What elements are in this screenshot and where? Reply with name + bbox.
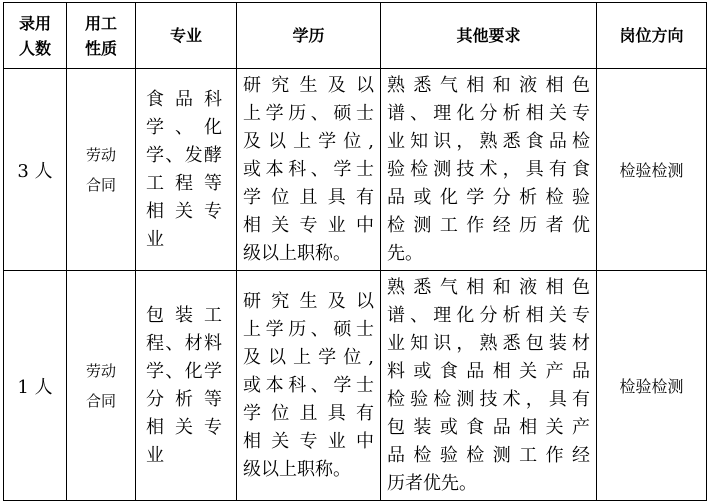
requirements-line: 包装或食品相关产 (387, 416, 590, 438)
table-row (4, 69, 707, 271)
requirements-line: 品检验检测工作经 (387, 444, 590, 466)
major-line: 相 关 专 (146, 200, 222, 222)
requirements-line: 料或食品相关产品 (387, 360, 590, 382)
header-count (4, 3, 67, 69)
requirements-line: 谱、理化分析相关专 (387, 102, 590, 124)
row-count: 3 人 (4, 69, 67, 271)
education-line: 级以上职称。 (243, 458, 351, 480)
education-line: 或本科、学士 (243, 374, 374, 396)
education-line: 上学历、硕士 (243, 102, 374, 124)
requirements-line: 检测工作经历者优 (387, 214, 590, 236)
education-line: 学位且具有 (243, 186, 374, 208)
row-requirements (381, 69, 597, 271)
education-line: 或本科、学士 (243, 158, 374, 180)
education-line: 研究生及以 (243, 290, 374, 312)
header-type-line: 性质 (84, 38, 117, 58)
requirements-line: 验检测技术，具有食 (387, 158, 590, 180)
major-line: 程、材料 (146, 332, 222, 354)
major-line: 学 、 化 (146, 116, 222, 138)
major-line: 分 析 等 (146, 388, 222, 410)
requirements-line: 熟悉气相和液相色 (387, 276, 590, 298)
requirements-line: 先。 (387, 242, 423, 264)
major-line: 业 (146, 444, 164, 466)
requirements-line: 业知识，熟悉包装材 (387, 332, 590, 354)
header-requirements: 其他要求 (381, 3, 597, 69)
type-line: 合同 (85, 391, 116, 410)
row-major (136, 271, 237, 501)
row-employment-type (67, 271, 136, 501)
header-major: 专业 (136, 3, 237, 69)
major-line: 相 关 专 (146, 416, 222, 438)
row-direction: 检验检测 (597, 271, 707, 501)
header-education: 学历 (237, 3, 381, 69)
education-line: 学位且具有 (243, 402, 374, 424)
row-direction: 检验检测 (597, 69, 707, 271)
education-line: 及以上学位, (243, 346, 374, 368)
header-count-line: 人数 (18, 38, 51, 58)
education-line: 研究生及以 (243, 74, 374, 96)
major-line: 学、化学 (146, 360, 222, 382)
education-line: 相关专业中 (243, 430, 374, 452)
type-line: 合同 (85, 175, 116, 194)
header-direction: 岗位方向 (597, 3, 707, 69)
major-line: 学、发酵 (146, 144, 222, 166)
header-row (4, 3, 707, 69)
major-line: 业 (146, 228, 164, 250)
row-count: 1 人 (4, 271, 67, 501)
requirements-line: 历者优先。 (387, 472, 477, 494)
table-row (4, 271, 707, 501)
education-line: 相关专业中 (243, 214, 374, 236)
requirements-line: 业知识，熟悉食品检 (387, 130, 590, 152)
row-employment-type (67, 69, 136, 271)
type-line: 劳动 (85, 145, 116, 164)
row-education (237, 69, 381, 271)
education-line: 及以上学位, (243, 130, 374, 152)
major-line: 工 程 等 (146, 172, 222, 194)
header-type-line: 用工 (84, 13, 117, 33)
row-major (136, 69, 237, 271)
row-requirements (381, 271, 597, 501)
header-count-line: 录用 (18, 13, 51, 33)
requirements-line: 品或化学分析检验 (387, 186, 590, 208)
education-line: 级以上职称。 (243, 242, 351, 264)
recruitment-table (3, 2, 707, 501)
major-line: 食 品 科 (146, 88, 222, 110)
education-line: 上学历、硕士 (243, 318, 374, 340)
requirements-line: 熟悉气相和液相色 (387, 74, 590, 96)
major-line: 包 装 工 (146, 304, 222, 326)
type-line: 劳动 (85, 361, 116, 380)
requirements-line: 检验检测技术，具有 (387, 388, 590, 410)
row-education (237, 271, 381, 501)
requirements-line: 谱、理化分析相关专 (387, 304, 590, 326)
header-employment-type (67, 3, 136, 69)
